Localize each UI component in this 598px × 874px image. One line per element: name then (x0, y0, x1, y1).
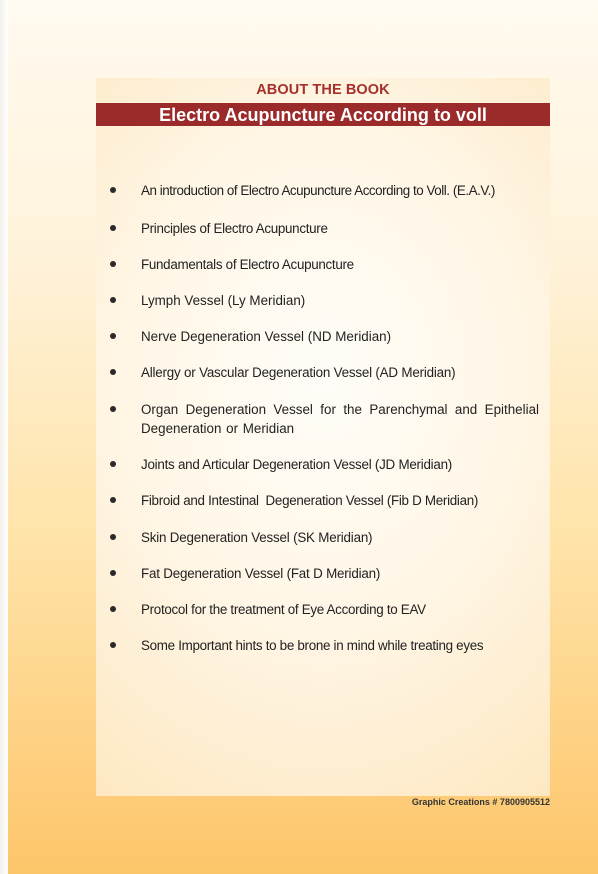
bullet-icon (110, 534, 116, 540)
list-item-text: Nerve Degeneration Vessel (ND Meridian) (141, 329, 392, 344)
bullet-icon (110, 497, 116, 503)
bullet-icon (110, 297, 116, 303)
section-label: ABOUT THE BOOK (256, 82, 390, 98)
list-item-text: An introduction of Electro Acupuncture According to Voll. (E.A.V.) (141, 183, 495, 198)
list-item-text: Some Important hints to be brone in mind while treating eyes (141, 638, 484, 653)
list-item-text: Fibroid and Intestinal Degeneration Vessel (Fib D Meridian) (141, 493, 479, 508)
list-item-text: Fat Degeneration Vessel (Fat D Meridian) (141, 566, 381, 581)
bullet-icon (110, 642, 116, 648)
list-item-text: Allergy or Vascular Degeneration Vessel (AD Meridian) (141, 365, 456, 380)
list-item-text: Joints and Articular Degeneration Vessel (JD Meridian) (141, 457, 453, 472)
bullet-icon (110, 261, 116, 267)
bullet-icon (110, 333, 116, 339)
bullet-icon (110, 570, 116, 576)
footer-credit: Graphic Creations # 7800905512 (411, 797, 550, 807)
bullet-icon (110, 187, 116, 193)
list-item-text: Skin Degeneration Vessel (SK Meridian) (141, 530, 373, 545)
bullet-icon (110, 225, 116, 231)
list-item-text: Principles of Electro Acupuncture (141, 221, 328, 236)
list-item-text: Organ Degeneration Vessel for the Parenchymal and Epithelial Degeneration or Meridian (141, 402, 539, 436)
bullet-icon (110, 461, 116, 467)
bullet-icon (110, 369, 116, 375)
list-item-text: Fundamentals of Electro Acupuncture (141, 257, 354, 272)
page-edge (0, 0, 8, 874)
bullet-icon (110, 606, 116, 612)
list-item-text: Protocol for the treatment of Eye According to EAV (141, 602, 426, 617)
list-item-text: Lymph Vessel (Ly Meridian) (141, 293, 306, 308)
bullet-icon (110, 406, 116, 412)
book-title: Electro Acupuncture According to voll (159, 105, 487, 125)
